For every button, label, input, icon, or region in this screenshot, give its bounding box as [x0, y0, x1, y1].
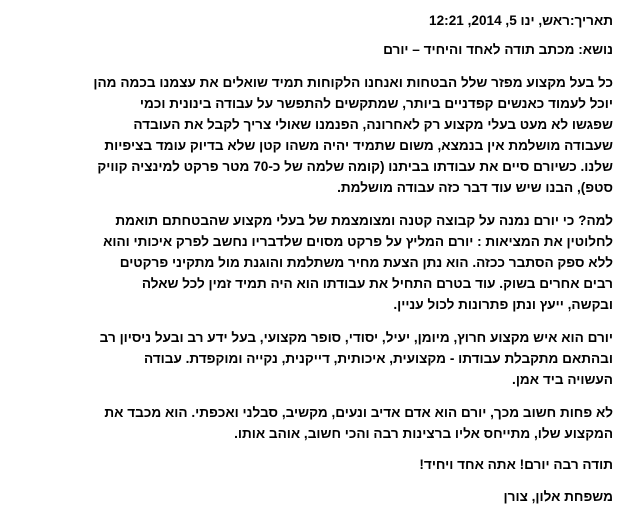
paragraph-line: לחלוטין את המציאות : יורם המליץ על פרקט מסוים שלדבריו נחשב לפרק איכותי והוא — [103, 234, 613, 249]
paragraph-line: יוכל לעמוד כאנשים קפדניים ביותר, שמתקשים להתפשר על עבודה בינונית וכמי — [139, 96, 613, 111]
paragraph-line: יורם הוא איש מקצוע חרוץ, מיומן, יעיל, יסודי, סופר מקצועי, בעל ידע רב ובעל ניסיון רב — [99, 330, 613, 345]
subject-line: נושא: מכתב תודה לאחד והיחיד – יורם — [383, 42, 613, 57]
signature: משפחת אלון, צורן — [503, 489, 613, 504]
paragraph-line: המקצוע שלו, מתייחס אליו ברצינות רבה והכי חשוב, אוהב אותו. — [234, 426, 613, 441]
paragraph-line: למה? כי יורם נמנה על קבוצה קטנה ומצומצמת של בעלי מקצוע שהבטחתם תואמת — [115, 213, 613, 228]
paragraph-intro — [14, 72, 613, 198]
paragraph-line: העשויה ביד אמן. — [512, 372, 613, 387]
paragraph-line: שלנו. כשיורם סיים את עבודתו בביתנו (קומה שלמה של כ-70 מטר פרקט למינציה קוויק — [97, 159, 613, 174]
paragraph-line: ללא ספק הסתבר ככזה. הוא נתן הצעת מחיר משתלמת והוגנת מול מתקיני פרקטים — [119, 255, 613, 270]
paragraph-line: ובהתאם מתקבלת עבודתו - מקצועית, איכותית, דייקנית, נקייה ומוקפדת. עבודה — [143, 351, 613, 366]
paragraph-line: תודה רבה יורם! אתה אחד ויחיד! — [419, 457, 613, 472]
paragraph-line: שעבודה מושלמת אין בנמצא, משום שתמיד יהיה משהו קטן שלא בדיוק עומד בציפיות — [104, 138, 613, 153]
paragraph-why — [14, 210, 613, 315]
paragraph-line: רבים אחרים בשוק. עוד בטרם התחיל את עבודתו הוא היה תמיד זמין לכל שאלה — [141, 276, 613, 291]
paragraph-personal — [14, 402, 613, 444]
paragraph-line: כל בעל מקצוע מפזר שלל הבטחות ואנחנו הלקוחות תמיד שואלים את עצמנו בכמה מהן — [93, 75, 613, 90]
paragraph-thanks — [14, 454, 613, 475]
paragraph-line: לא פחות חשוב מכך, יורם הוא אדם אדיב ונעים, מקשיב, סבלני ואכפתי. הוא מכבד את — [104, 405, 613, 420]
paragraph-professional — [14, 327, 613, 390]
date-line: תאריך:ראש, ינו 5, 2014, 12:21 — [429, 13, 613, 28]
paragraph-line: סטפ), הבנו שיש עוד דבר כזה עבודה מושלמת. — [337, 180, 613, 195]
paragraph-line: שפגשו לא מעט בעלי מקצוע רק לאחרונה, הפנמנו שאולי צריך לקבל את העובדה — [133, 117, 613, 132]
paragraph-line: ובקשה, ייעץ ונתן פתרונות לכול עניין. — [393, 297, 613, 312]
